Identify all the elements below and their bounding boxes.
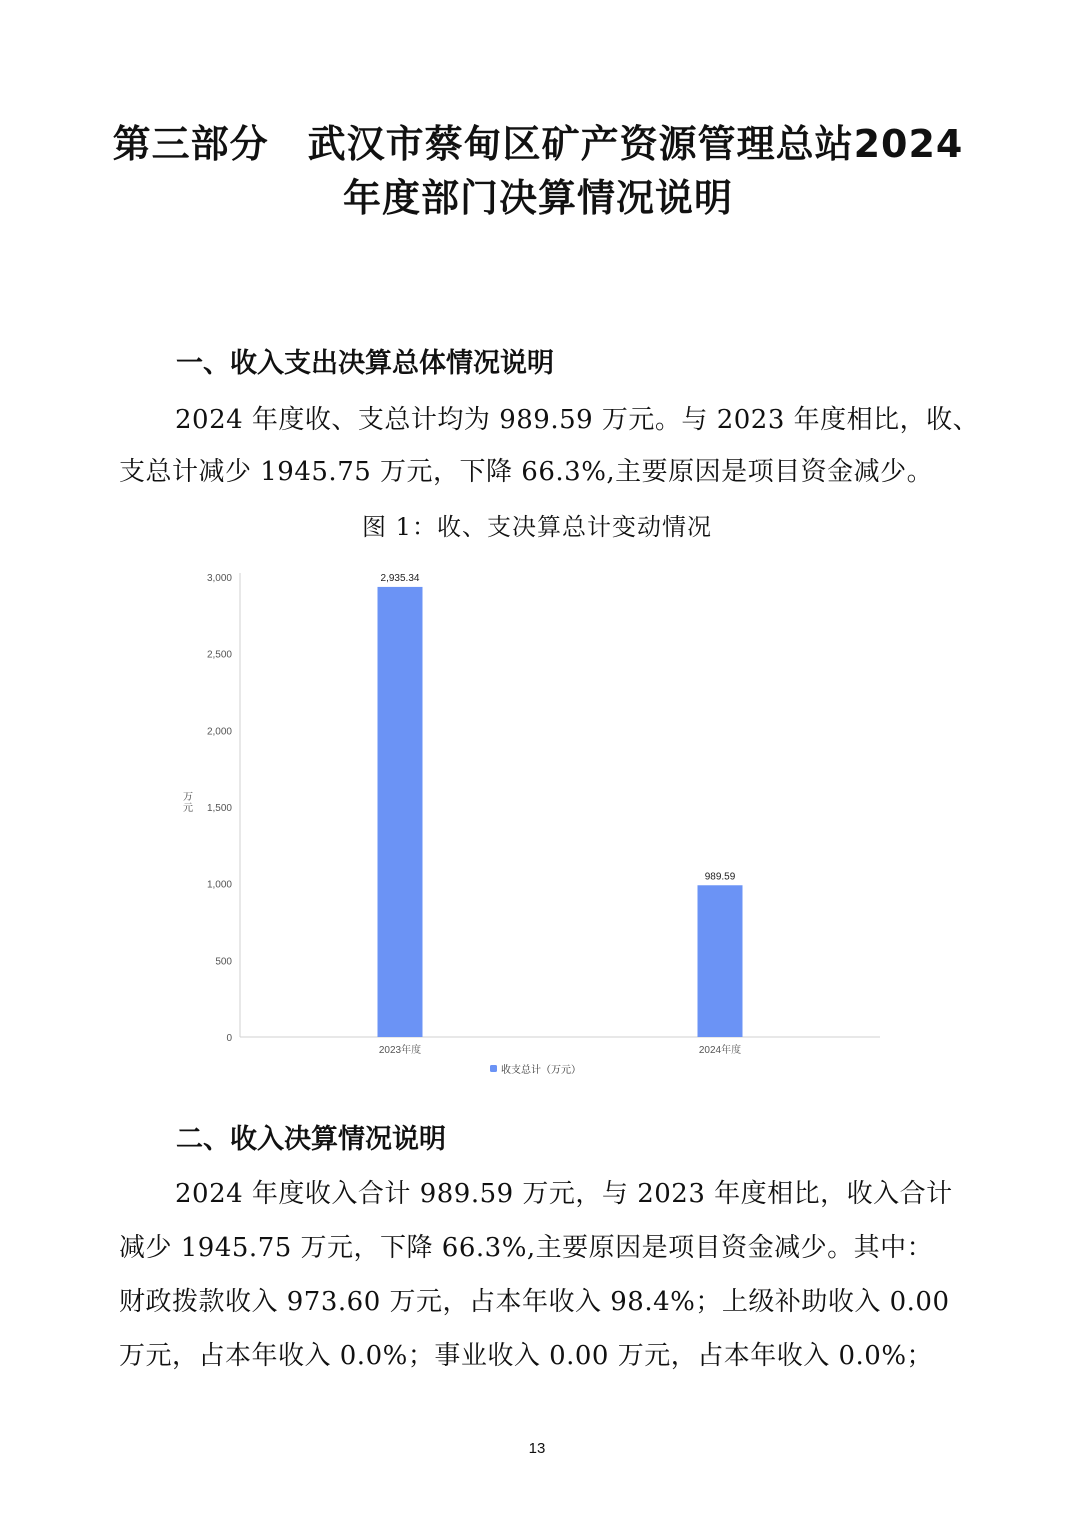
bar-1 <box>378 587 423 1037</box>
section-2-paragraph-line-1: 2024 年度收入合计 989.59 万元，与 2023 年度相比，收入合计 <box>175 1179 953 1209</box>
y-tick-label: 2,500 <box>206 649 232 661</box>
y-tick-label: 500 <box>215 956 232 968</box>
figure-caption: 图 1：收、支决算总计变动情况 <box>362 513 712 541</box>
section-2-paragraph-line-4: 万元，占本年收入 0.0%；事业收入 0.00 万元，占本年收入 0.0%； <box>119 1341 934 1371</box>
y-tick-label: 3,000 <box>206 573 232 584</box>
bar-chart <box>170 560 900 1100</box>
y-axis-label: 万元 <box>183 792 193 814</box>
x-tick-label: 2024年度 <box>698 1045 742 1056</box>
x-tick-label: 2023年度 <box>378 1045 422 1056</box>
document-title-line-2: 年度部门决算情况说明 <box>342 176 733 220</box>
legend-label: 收支总计（万元） <box>501 1065 581 1076</box>
bar-chart-svg <box>170 560 900 1100</box>
section-1-paragraph-line-1: 2024 年度收、支总计均为 989.59 万元。与 2023 年度相比，收、 <box>175 405 980 435</box>
section-1-paragraph-line-2: 支总计减少 1945.75 万元，下降 66.3%,主要原因是项目资金减少。 <box>119 457 934 487</box>
section-2-paragraph-line-2: 减少 1945.75 万元，下降 66.3%,主要原因是项目资金减少。其中： <box>119 1233 934 1263</box>
y-tick-label: 2,000 <box>206 726 232 738</box>
document-title-line-1: 第三部分 武汉市蔡甸区矿产资源管理总站2024 <box>112 122 964 166</box>
section-2-paragraph-line-3: 财政拨款收入 973.60 万元，占本年收入 98.4%；上级补助收入 0.00 <box>119 1287 950 1317</box>
bar-data-label: 989.59 <box>704 871 736 883</box>
y-tick-label: 1,000 <box>206 879 232 891</box>
section-2-heading: 二、收入决算情况说明 <box>176 1124 446 1155</box>
legend-swatch <box>490 1065 497 1072</box>
section-1-heading: 一、收入支出决算总体情况说明 <box>176 348 554 379</box>
y-tick-label: 1,500 <box>206 803 232 814</box>
page-number: 13 <box>528 1440 546 1457</box>
bar-2 <box>698 885 743 1037</box>
bar-data-label: 2,935.34 <box>380 572 420 584</box>
y-tick-label: 0 <box>226 1033 232 1044</box>
